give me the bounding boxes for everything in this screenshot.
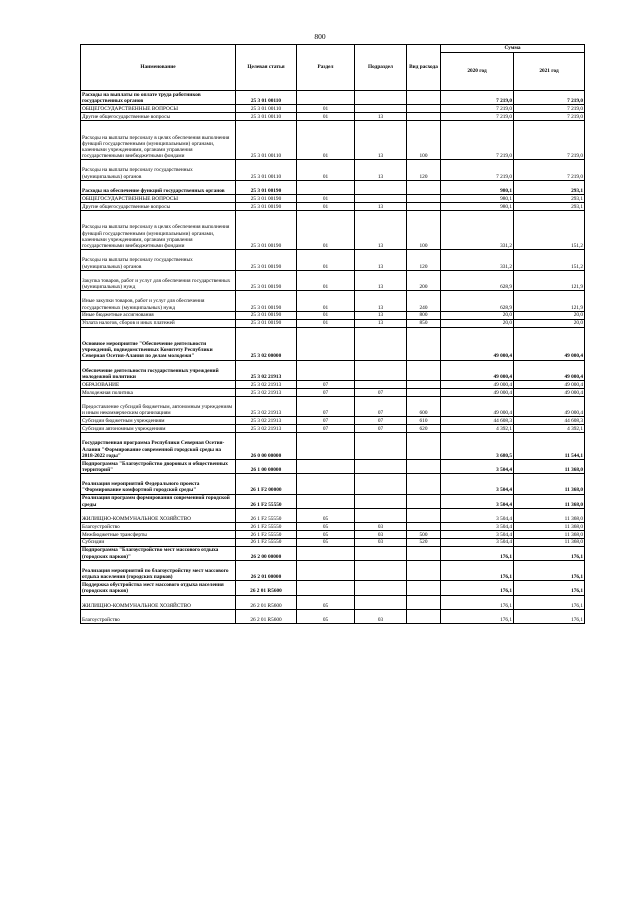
cell-expense-type: 120	[407, 160, 441, 181]
cell-2020: 628,9	[441, 270, 514, 291]
cell-name: Благоустройство	[81, 523, 236, 531]
cell-section	[297, 180, 355, 194]
cell-name: Предоставление субсидий бюджетным, автономным учреждениям и иным некоммерческим организациям	[81, 396, 236, 417]
cell-section: 07	[297, 417, 355, 425]
table-row	[81, 417, 585, 425]
table-row	[81, 160, 585, 181]
cell-section: 01	[297, 311, 355, 319]
table-row	[81, 546, 585, 560]
table-row	[81, 319, 585, 327]
cell-section: 05	[297, 609, 355, 623]
cell-target: 25 3 02 00000	[236, 327, 297, 360]
cell-expense-type: 600	[407, 396, 441, 417]
page-number: 800	[314, 32, 326, 41]
cell-subsection	[355, 494, 407, 508]
cell-2020: 7 219,0	[441, 105, 514, 113]
cell-2021: 49 000,4	[514, 381, 585, 389]
cell-expense-type: 120	[407, 250, 441, 271]
table-row	[81, 327, 585, 360]
cell-name: Межбюджетные трансферты	[81, 530, 236, 538]
cell-2020: 7 219,0	[441, 91, 514, 105]
cell-2020: 49 000,4	[441, 396, 514, 417]
cell-2020: 980,1	[441, 195, 514, 203]
cell-subsection	[355, 180, 407, 194]
table-row	[81, 388, 585, 396]
table-row	[81, 595, 585, 609]
cell-target: 26 2 00 00000	[236, 546, 297, 560]
cell-expense-type: 240	[407, 291, 441, 312]
cell-name: ЖИЛИЩНО-КОММУНАЛЬНОЕ ХОЗЯЙСТВО	[81, 595, 236, 609]
cell-name: ОБРАЗОВАНИЕ	[81, 381, 236, 389]
cell-target: 25 3 01 00110	[236, 105, 297, 113]
cell-2020: 3 504,4	[441, 494, 514, 508]
cell-2020: 49 000,4	[441, 327, 514, 360]
cell-2020: 44 608,3	[441, 417, 514, 425]
cell-2020: 3 504,4	[441, 538, 514, 546]
cell-subsection: 07	[355, 388, 407, 396]
cell-2021: 11 368,0	[514, 530, 585, 538]
cell-name: Расходы на выплаты по оплате труда работников государственных органов	[81, 91, 236, 105]
cell-subsection	[355, 360, 407, 381]
cell-2020: 331,2	[441, 250, 514, 271]
cell-target: 25 3 01 00190	[236, 180, 297, 194]
cell-2021: 11 368,0	[514, 494, 585, 508]
cell-subsection: 07	[355, 417, 407, 425]
cell-2021: 11 368,0	[514, 459, 585, 473]
cell-expense-type	[407, 523, 441, 531]
cell-subsection: 03	[355, 530, 407, 538]
cell-name: Субсидии	[81, 538, 236, 546]
cell-target: 25 3 02 21913	[236, 396, 297, 417]
cell-target: 25 3 01 00190	[236, 311, 297, 319]
cell-subsection: 13	[355, 319, 407, 327]
cell-target: 25 3 01 00110	[236, 113, 297, 121]
cell-expense-type: 520	[407, 538, 441, 546]
cell-subsection	[355, 433, 407, 460]
cell-target: 25 3 01 00190	[236, 270, 297, 291]
cell-2021: 11 368,0	[514, 523, 585, 531]
cell-section: 01	[297, 120, 355, 159]
cell-section: 01	[297, 202, 355, 210]
table-row	[81, 433, 585, 460]
cell-target: 26 1 00 00000	[236, 459, 297, 473]
cell-section	[297, 474, 355, 495]
cell-2020: 176,1	[441, 609, 514, 623]
cell-section: 01	[297, 195, 355, 203]
header-expense-type: Вид расхода	[407, 45, 441, 91]
header-sum: Сумма	[441, 45, 585, 53]
cell-section: 01	[297, 160, 355, 181]
cell-target: 25 3 02 21913	[236, 360, 297, 381]
table-row	[81, 508, 585, 522]
cell-2020: 7 219,0	[441, 113, 514, 121]
cell-subsection: 13	[355, 270, 407, 291]
cell-section: 05	[297, 595, 355, 609]
cell-2021: 7 219,0	[514, 91, 585, 105]
cell-name: Обеспечение деятельности государственных учреждений молодежной политики	[81, 360, 236, 381]
cell-expense-type	[407, 508, 441, 522]
table-row	[81, 113, 585, 121]
cell-section: 01	[297, 319, 355, 327]
cell-expense-type	[407, 474, 441, 495]
cell-name: Молодежная политика	[81, 388, 236, 396]
cell-name: ОБЩЕГОСУДАРСТВЕННЫЕ ВОПРОСЫ	[81, 195, 236, 203]
cell-2021: 44 608,3	[514, 417, 585, 425]
cell-target: 25 3 01 00110	[236, 120, 297, 159]
cell-section: 07	[297, 396, 355, 417]
cell-name: Реализация мероприятий по благоустройству мест массового отдыха населения (городских парков)	[81, 560, 236, 581]
cell-section: 05	[297, 508, 355, 522]
cell-expense-type	[407, 459, 441, 473]
cell-name: Поддержка обустройства мест массового отдыха населения (городских парков)	[81, 581, 236, 595]
cell-section: 05	[297, 538, 355, 546]
cell-2021: 11 544,1	[514, 433, 585, 460]
header-2021: 2021 год	[514, 53, 585, 91]
cell-subsection	[355, 560, 407, 581]
cell-2021: 176,1	[514, 546, 585, 560]
cell-subsection	[355, 105, 407, 113]
cell-2021: 20,0	[514, 311, 585, 319]
cell-name: ЖИЛИЩНО-КОММУНАЛЬНОЕ ХОЗЯЙСТВО	[81, 508, 236, 522]
cell-section: 07	[297, 425, 355, 433]
cell-subsection: 13	[355, 250, 407, 271]
cell-target: 25 3 01 00190	[236, 202, 297, 210]
cell-subsection: 13	[355, 160, 407, 181]
cell-expense-type	[407, 609, 441, 623]
cell-subsection	[355, 381, 407, 389]
cell-2020: 4 392,1	[441, 425, 514, 433]
cell-2021: 151,2	[514, 210, 585, 249]
cell-subsection	[355, 474, 407, 495]
cell-2020: 3 504,4	[441, 508, 514, 522]
cell-expense-type	[407, 202, 441, 210]
table-row	[81, 609, 585, 623]
cell-name: Государственная программа Республики Северная Осетия-Алания "Формирование современной городской среды на 2018-2022 годы"	[81, 433, 236, 460]
cell-target: 26 2 01 R5600	[236, 581, 297, 595]
cell-name: Иные закупки товаров, работ и услуг для обеспечения государственных (муниципальных) нужд	[81, 291, 236, 312]
cell-2021: 20,0	[514, 319, 585, 327]
cell-expense-type	[407, 546, 441, 560]
table-row	[81, 530, 585, 538]
cell-expense-type: 500	[407, 530, 441, 538]
cell-2021: 7 219,0	[514, 120, 585, 159]
cell-2021: 121,9	[514, 291, 585, 312]
cell-subsection: 03	[355, 609, 407, 623]
cell-expense-type: 100	[407, 120, 441, 159]
cell-2021: 11 368,0	[514, 538, 585, 546]
cell-name: Подпрограмма "Благоустройство мест массового отдыха (городских парков)"	[81, 546, 236, 560]
cell-target: 25 3 01 00190	[236, 250, 297, 271]
cell-subsection: 07	[355, 396, 407, 417]
header-name: Наименование	[81, 45, 236, 91]
cell-expense-type	[407, 195, 441, 203]
table-row	[81, 523, 585, 531]
header-target: Целевая статья	[236, 45, 297, 91]
cell-section	[297, 494, 355, 508]
header-subsection: Подраздел	[355, 45, 407, 91]
cell-section	[297, 360, 355, 381]
cell-expense-type: 620	[407, 425, 441, 433]
cell-2021: 176,1	[514, 560, 585, 581]
cell-target: 25 3 01 00190	[236, 319, 297, 327]
cell-name: Реализация программ формирования современной городской среды	[81, 494, 236, 508]
cell-target: 26 1 F2 55550	[236, 508, 297, 522]
table-row	[81, 560, 585, 581]
cell-name: Расходы на выплаты персоналу в целях обеспечения выполнения функций государственными (муниципальными) органами, казенными учреждениями, органами управления государственными внебюджетными фондами	[81, 120, 236, 159]
cell-subsection	[355, 581, 407, 595]
cell-target: 26 1 F2 55550	[236, 494, 297, 508]
cell-expense-type	[407, 91, 441, 105]
cell-target: 25 3 01 00110	[236, 91, 297, 105]
cell-2021: 49 000,4	[514, 360, 585, 381]
cell-subsection: 07	[355, 425, 407, 433]
table-row	[81, 381, 585, 389]
cell-expense-type: 100	[407, 210, 441, 249]
budget-table	[80, 44, 585, 624]
cell-section: 01	[297, 105, 355, 113]
cell-section	[297, 546, 355, 560]
cell-section: 01	[297, 250, 355, 271]
table-row	[81, 195, 585, 203]
cell-section: 01	[297, 291, 355, 312]
cell-2020: 3 504,4	[441, 459, 514, 473]
cell-2021: 293,1	[514, 195, 585, 203]
cell-expense-type	[407, 433, 441, 460]
cell-2021: 49 000,4	[514, 388, 585, 396]
cell-expense-type	[407, 595, 441, 609]
table-row	[81, 180, 585, 194]
cell-2020: 980,1	[441, 202, 514, 210]
cell-section	[297, 91, 355, 105]
cell-section: 07	[297, 381, 355, 389]
table-row	[81, 538, 585, 546]
cell-section	[297, 581, 355, 595]
cell-name: Расходы на выплаты персоналу государственных (муниципальных) органов	[81, 160, 236, 181]
cell-expense-type	[407, 113, 441, 121]
cell-subsection	[355, 508, 407, 522]
cell-target: 25 3 02 21913	[236, 425, 297, 433]
cell-expense-type: 800	[407, 311, 441, 319]
cell-section: 01	[297, 270, 355, 291]
cell-expense-type: 850	[407, 319, 441, 327]
cell-subsection	[355, 327, 407, 360]
cell-target: 25 3 01 00190	[236, 291, 297, 312]
cell-target: 26 1 F2 00000	[236, 474, 297, 495]
cell-2020: 49 000,4	[441, 360, 514, 381]
cell-section: 07	[297, 388, 355, 396]
cell-target: 26 2 01 R5600	[236, 609, 297, 623]
table-row	[81, 210, 585, 249]
cell-2020: 20,0	[441, 319, 514, 327]
cell-name: Субсидии бюджетным учреждениям	[81, 417, 236, 425]
cell-2021: 11 368,0	[514, 474, 585, 495]
cell-name: Расходы на выплаты персоналу в целях обеспечения выполнения функций государственными (муниципальными) органами, казенными учреждениями, органами управления государственными внебюджетными фондами	[81, 210, 236, 249]
cell-expense-type	[407, 105, 441, 113]
cell-section	[297, 327, 355, 360]
table-row	[81, 459, 585, 473]
cell-target: 25 3 01 00190	[236, 210, 297, 249]
cell-2020: 49 000,4	[441, 381, 514, 389]
cell-subsection: 13	[355, 210, 407, 249]
cell-2021: 4 392,1	[514, 425, 585, 433]
cell-2020: 628,9	[441, 291, 514, 312]
cell-2020: 20,0	[441, 311, 514, 319]
cell-2020: 49 000,4	[441, 388, 514, 396]
cell-2020: 176,1	[441, 595, 514, 609]
cell-subsection	[355, 195, 407, 203]
cell-target: 26 2 01 00000	[236, 560, 297, 581]
cell-2020: 331,2	[441, 210, 514, 249]
cell-name: Реализация мероприятий Федерального проекта "Формирование комфортной городской среды"	[81, 474, 236, 495]
cell-section	[297, 560, 355, 581]
cell-expense-type	[407, 381, 441, 389]
cell-target: 25 3 01 00190	[236, 195, 297, 203]
cell-target: 26 0 00 00000	[236, 433, 297, 460]
cell-name: Расходы на выплаты персоналу государственных (муниципальных) органов	[81, 250, 236, 271]
table-row	[81, 120, 585, 159]
cell-2021: 293,1	[514, 180, 585, 194]
cell-2020: 7 219,0	[441, 120, 514, 159]
cell-subsection	[355, 595, 407, 609]
cell-subsection	[355, 546, 407, 560]
cell-name: Основное мероприятие "Обеспечение деятельности учреждений, подведомственных Комитету Республики Северная Осетия-Алания по делам молодежи"	[81, 327, 236, 360]
cell-2021: 49 000,4	[514, 327, 585, 360]
table-row	[81, 105, 585, 113]
cell-name: Закупка товаров, работ и услуг для обеспечения государственных (муниципальных) нужд	[81, 270, 236, 291]
cell-section	[297, 433, 355, 460]
table-row	[81, 270, 585, 291]
table-row	[81, 425, 585, 433]
cell-2021: 49 000,4	[514, 396, 585, 417]
table-row	[81, 250, 585, 271]
cell-2021: 176,1	[514, 581, 585, 595]
cell-expense-type: 610	[407, 417, 441, 425]
header-2020: 2020 год	[441, 53, 514, 91]
cell-target: 25 3 02 21913	[236, 388, 297, 396]
cell-2020: 176,1	[441, 560, 514, 581]
cell-subsection: 13	[355, 311, 407, 319]
table-row	[81, 581, 585, 595]
cell-expense-type	[407, 360, 441, 381]
cell-subsection	[355, 91, 407, 105]
cell-2020: 176,1	[441, 546, 514, 560]
cell-2021: 151,2	[514, 250, 585, 271]
table-row	[81, 311, 585, 319]
cell-expense-type	[407, 560, 441, 581]
cell-2021: 7 219,0	[514, 160, 585, 181]
cell-2021: 121,9	[514, 270, 585, 291]
cell-2020: 176,1	[441, 581, 514, 595]
cell-2020: 3 680,5	[441, 433, 514, 460]
cell-subsection	[355, 459, 407, 473]
cell-subsection: 13	[355, 120, 407, 159]
cell-2021: 7 219,0	[514, 105, 585, 113]
cell-2020: 3 504,4	[441, 523, 514, 531]
cell-2021: 176,1	[514, 595, 585, 609]
cell-expense-type	[407, 494, 441, 508]
cell-subsection: 03	[355, 523, 407, 531]
cell-2020: 3 504,4	[441, 530, 514, 538]
cell-expense-type	[407, 327, 441, 360]
cell-section: 01	[297, 113, 355, 121]
cell-name: Иные бюджетные ассигнования	[81, 311, 236, 319]
table-row	[81, 494, 585, 508]
table-row	[81, 360, 585, 381]
cell-section: 05	[297, 530, 355, 538]
cell-2021: 11 368,0	[514, 508, 585, 522]
table-row	[81, 396, 585, 417]
cell-expense-type	[407, 581, 441, 595]
cell-expense-type: 200	[407, 270, 441, 291]
cell-section: 05	[297, 523, 355, 531]
table-row	[81, 91, 585, 105]
cell-name: ОБЩЕГОСУДАРСТВЕННЫЕ ВОПРОСЫ	[81, 105, 236, 113]
cell-name: Благоустройство	[81, 609, 236, 623]
cell-target: 26 1 F2 55550	[236, 538, 297, 546]
cell-2020: 3 504,4	[441, 474, 514, 495]
header-section: Раздел	[297, 45, 355, 91]
cell-target: 26 2 01 R5600	[236, 595, 297, 609]
cell-target: 26 1 F2 55550	[236, 530, 297, 538]
table-row	[81, 474, 585, 495]
cell-subsection: 13	[355, 202, 407, 210]
table-row	[81, 291, 585, 312]
cell-subsection: 13	[355, 113, 407, 121]
cell-2020: 7 219,0	[441, 160, 514, 181]
cell-target: 25 3 02 21913	[236, 381, 297, 389]
cell-2021: 7 219,0	[514, 113, 585, 121]
cell-name: Расходы на обеспечение функций государственных органов	[81, 180, 236, 194]
cell-name: Другие общегосударственные вопросы	[81, 113, 236, 121]
cell-expense-type	[407, 388, 441, 396]
table-body	[81, 91, 585, 624]
cell-name: Подпрограмма "Благоустройство дворовых и общественных территорий"	[81, 459, 236, 473]
cell-name: Другие общегосударственные вопросы	[81, 202, 236, 210]
cell-section	[297, 459, 355, 473]
table-row	[81, 202, 585, 210]
cell-section: 01	[297, 210, 355, 249]
cell-target: 25 3 02 21913	[236, 417, 297, 425]
cell-target: 25 3 01 00110	[236, 160, 297, 181]
cell-subsection: 03	[355, 538, 407, 546]
cell-2020: 980,1	[441, 180, 514, 194]
cell-subsection: 13	[355, 291, 407, 312]
cell-2021: 293,1	[514, 202, 585, 210]
cell-name: Субсидии автономным учреждениям	[81, 425, 236, 433]
cell-name: Уплата налогов, сборов и иных платежей	[81, 319, 236, 327]
cell-target: 26 1 F2 55550	[236, 523, 297, 531]
cell-expense-type	[407, 180, 441, 194]
cell-2021: 176,1	[514, 609, 585, 623]
